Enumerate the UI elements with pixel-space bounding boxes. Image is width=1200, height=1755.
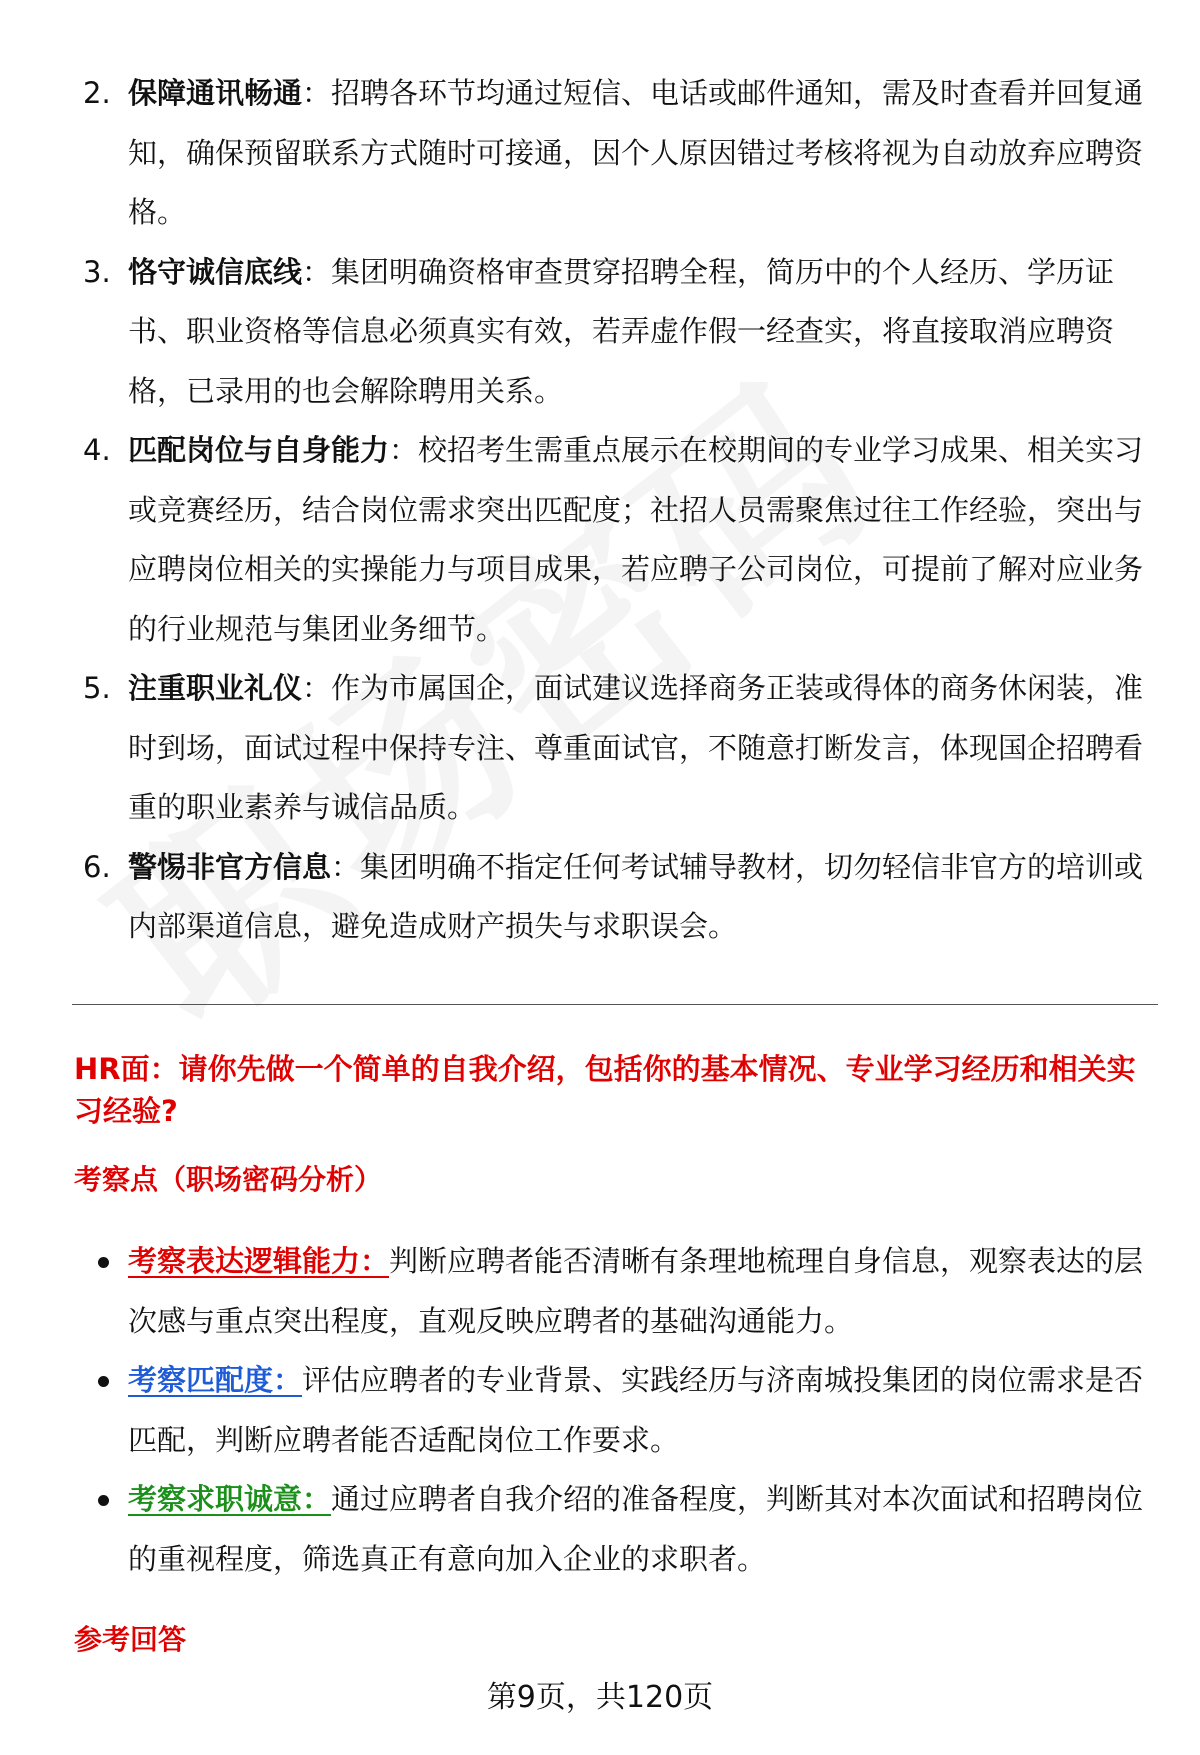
list-item-number: 4. [83, 433, 111, 467]
bullet-icon [98, 1495, 109, 1506]
page-footer: 第9页，共120页 [486, 1680, 714, 1715]
list-item-body: ：集团明确资格审查贯穿招聘全程，简历中的个人经历、学历证书、职业资格等信息必须真实有效，若弄虚作假一经查实，将直接取消应聘资格，已录用的也会解除聘用关系。 [128, 254, 1115, 408]
list-item-title: 注重职业礼仪 [128, 671, 303, 705]
list-item-title: 保障通讯畅通 [128, 76, 303, 110]
list-item-body: ：招聘各环节均通过短信、电话或邮件通知，需及时查看并回复通知，确保预留联系方式随时可接通，因个人原因错过考核将视为自动放弃应聘资格。 [128, 76, 1144, 229]
hr-question: HR面：请你先做一个简单的自我介绍，包括你的基本情况、专业学习经历和相关实习经验? [74, 1052, 1136, 1128]
bullet-body: 评估应聘者的专业背景、实践经历与济南城投集团的岗位需求是否匹配，判断应聘者能否适配岗位工作要求。 [128, 1363, 1144, 1457]
points-heading: 考察点（职场密码分析） [74, 1163, 383, 1196]
list-item-number: 5. [83, 671, 111, 705]
list-item [75, 421, 1145, 659]
list-item-body: ：校招考生需重点展示在校期间的专业学习成果、相关实习或竞赛经历，结合岗位需求突出匹配度；社招人员需聚焦过往工作经验，突出与应聘岗位相关的实操能力与项目成果，若应聘子公司岗位，可提前了解对应业务的行业规范与集团业务细节。 [128, 433, 1144, 646]
list-item-number: 3. [83, 254, 111, 289]
bullet-body: 判断应聘者能否清晰有条理地梳理自身信息，观察表达的层次感与重点突出程度，直观反映应聘者的基础沟通能力。 [128, 1244, 1144, 1338]
list-item [75, 64, 1145, 243]
list-item-number: 6. [83, 849, 111, 884]
list-item-title: 匹配岗位与自身能力 [128, 433, 390, 467]
bullet-keyword: 考察求职诚意： [128, 1482, 332, 1516]
bullet-keyword: 考察表达逻辑能力： [128, 1244, 390, 1278]
answer-heading: 参考回答 [74, 1623, 187, 1656]
list-item-title: 警惕非官方信息 [128, 849, 332, 884]
list-item-body: ：作为市属国企，面试建议选择商务正装或得体的商务休闲装，准时到场，面试过程中保持专注、尊重面试官，不随意打断发言，体现国企招聘看重的职业素养与诚信品质。 [128, 671, 1144, 824]
bullet-body: 通过应聘者自我介绍的准备程度，判断其对本次面试和招聘岗位的重视程度，筛选真正有意向加入企业的求职者。 [128, 1482, 1144, 1576]
section-divider [72, 1004, 1158, 1005]
bullet-keyword: 考察匹配度： [128, 1363, 303, 1397]
list-item [75, 659, 1145, 838]
points-list [95, 1232, 1150, 1589]
bullet-item [95, 1470, 1150, 1589]
list-item [75, 838, 1145, 957]
list-item-body: ：集团明确不指定任何考试辅导教材，切勿轻信非官方的培训或内部渠道信息，避免造成财产损失与求职误会。 [128, 849, 1144, 943]
tips-list [75, 64, 1145, 957]
bullet-icon [98, 1257, 109, 1268]
bullet-icon [98, 1376, 109, 1387]
list-item-number: 2. [83, 76, 111, 110]
list-item-title: 恪守诚信底线 [128, 254, 303, 289]
bullet-item [95, 1232, 1150, 1351]
list-item [75, 243, 1145, 422]
bullet-item [95, 1351, 1150, 1470]
